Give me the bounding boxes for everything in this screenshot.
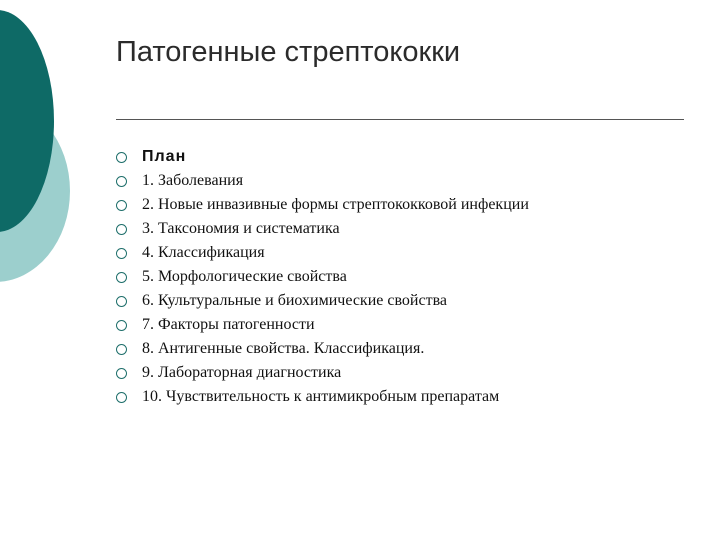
bullet-icon xyxy=(116,176,127,187)
outline-list xyxy=(116,145,529,409)
outline-item-text: 2. Новые инвазивные формы стрептококковой инфекции xyxy=(142,196,529,213)
outline-item-text: 1. Заболевания xyxy=(142,172,244,189)
outline-item-text: 4. Классификация xyxy=(142,244,265,261)
outline-item xyxy=(116,217,529,241)
outline-item-text: 5. Морфологические свойства xyxy=(142,268,347,285)
bullet-icon xyxy=(116,320,127,331)
outline-item-text: 9. Лабораторная диагностика xyxy=(142,364,342,381)
outline-item xyxy=(116,313,529,337)
outline-item-text: 3. Таксономия и систематика xyxy=(142,220,340,237)
outline-item-text: 10. Чувствительность к антимикробным препаратам xyxy=(142,388,500,405)
outline-item-text: 6. Культуральные и биохимические свойства xyxy=(142,292,448,309)
bullet-icon xyxy=(116,392,127,403)
slide-title: Патогенные стрептококки xyxy=(116,36,461,68)
title-divider xyxy=(116,119,684,120)
outline-item xyxy=(116,361,529,385)
outline-item xyxy=(116,193,529,217)
outline-item xyxy=(116,289,529,313)
bullet-icon xyxy=(116,200,127,211)
bullet-icon xyxy=(116,248,127,259)
outline-item xyxy=(116,265,529,289)
bullet-icon xyxy=(116,296,127,307)
outline-heading-row xyxy=(116,145,529,169)
outline-item xyxy=(116,241,529,265)
outline-item xyxy=(116,169,529,193)
outline-item xyxy=(116,337,529,361)
outline-item-text: 8. Антигенные свойства. Классификация. xyxy=(142,340,425,357)
bullet-icon xyxy=(116,152,127,163)
outline-item-text: 7. Факторы патогенности xyxy=(142,316,315,333)
bullet-icon xyxy=(116,224,127,235)
bullet-icon xyxy=(116,344,127,355)
bullet-icon xyxy=(116,272,127,283)
outline-item xyxy=(116,385,529,409)
bullet-icon xyxy=(116,368,127,379)
outline-heading: План xyxy=(142,148,187,165)
